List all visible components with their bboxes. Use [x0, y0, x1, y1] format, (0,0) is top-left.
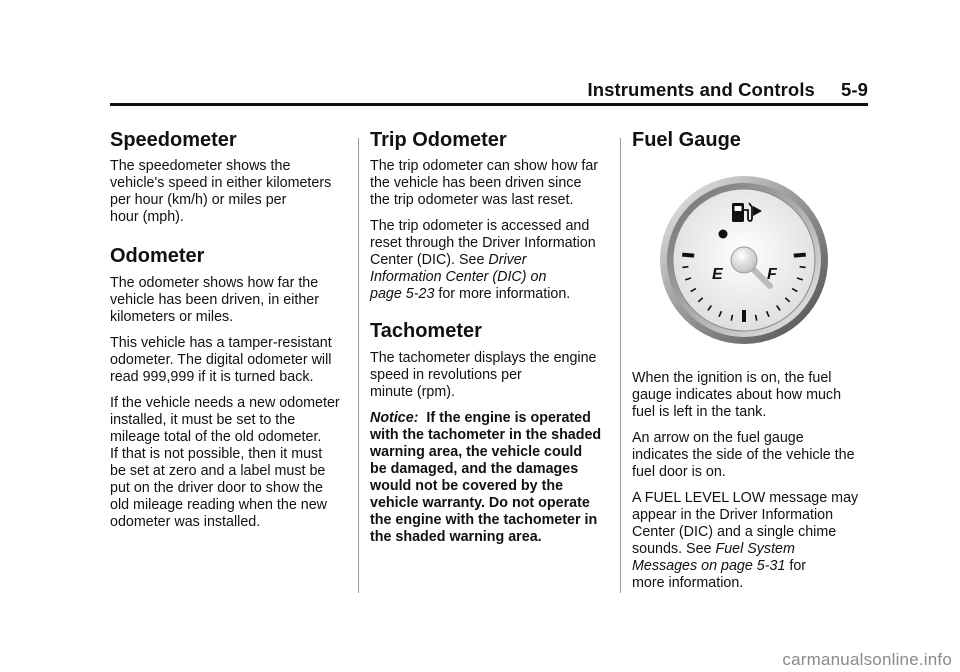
text-line: would not be covered by the [370, 478, 564, 494]
gauge-full-label: F [767, 266, 777, 283]
section-title: Instruments and Controls [587, 79, 815, 100]
text-line: appear in the Driver Information [632, 507, 834, 523]
text-line: odometer. The digital odometer will [110, 352, 332, 368]
text-line: be damaged, and the damages [370, 461, 579, 477]
text-line: kilometers or miles. [110, 309, 234, 325]
odometer-paragraph-3 [110, 395, 350, 531]
text-line: If the vehicle needs a new odometer [110, 395, 340, 411]
text-line: If the engine is operated [418, 410, 591, 426]
tachometer-notice [370, 410, 610, 546]
dic-page-reference-link[interactable]: page 5-23 [370, 286, 435, 302]
text-line: for more information. [434, 286, 571, 302]
tachometer-paragraph [370, 350, 610, 401]
dic-reference-link[interactable]: Driver [488, 252, 527, 268]
fuel-system-messages-link[interactable]: Messages on page 5-31 [632, 558, 786, 574]
text-line: If that is not possible, then it must [110, 446, 323, 462]
text-line: The trip odometer can show how far [370, 158, 599, 174]
text-line: read 999,999 if it is turned back. [110, 369, 314, 385]
text-line: indicates the side of the vehicle the [632, 447, 855, 463]
text-line: The tachometer displays the engine [370, 350, 597, 366]
trip-odometer-heading: Trip Odometer [370, 129, 507, 151]
text-line: the engine with the tachometer in [370, 512, 598, 528]
text-line: sounds. See [632, 541, 716, 557]
fuel-gauge-illustration [658, 174, 830, 346]
header-rule [110, 103, 868, 106]
low-fuel-indicator-dot [719, 230, 728, 239]
text-line: the shaded warning area. [370, 529, 542, 545]
trip-odometer-paragraph-1 [370, 158, 610, 209]
page-header [110, 76, 868, 104]
fuel-gauge-paragraph-1 [632, 370, 868, 421]
text-line: fuel is left in the tank. [632, 404, 767, 420]
text-line: speed in revolutions per [370, 367, 522, 383]
gauge-minor-tick [800, 267, 806, 268]
text-line: hour (mph). [110, 209, 184, 225]
text-line: the vehicle has been driven since [370, 175, 582, 191]
gauge-major-tick [794, 255, 806, 256]
column-divider-1 [358, 138, 359, 593]
text-line: installed, it must be set to the [110, 412, 296, 428]
odometer-heading: Odometer [110, 245, 205, 267]
gauge-major-tick [682, 255, 694, 256]
gauge-needle-hub [731, 247, 757, 273]
text-line: more information. [632, 575, 744, 591]
text-line: The trip odometer is accessed and [370, 218, 590, 234]
text-line: Center (DIC) and a single chime [632, 524, 837, 540]
text-line: put on the driver door to show the [110, 480, 323, 496]
text-line: A FUEL LEVEL LOW message may [632, 490, 859, 506]
text-line: When the ignition is on, the fuel [632, 370, 832, 386]
text-line: gauge indicates about how much [632, 387, 842, 403]
text-line: warning area, the vehicle could [370, 444, 583, 460]
text-line: odometer was installed. [110, 514, 261, 530]
dic-reference-link[interactable]: Information Center (DIC) on [370, 269, 547, 285]
text-line: fuel door is on. [632, 464, 726, 480]
text-line: The odometer shows how far the [110, 275, 319, 291]
page-number: 5-9 [840, 79, 868, 100]
notice-label: Notice: [370, 410, 419, 426]
tachometer-heading: Tachometer [370, 320, 482, 342]
column-divider-2 [620, 138, 621, 593]
text-line: vehicle has been driven, in either [110, 292, 320, 308]
text-line: The speedometer shows the [110, 158, 291, 174]
column-2 [370, 128, 610, 546]
gauge-minor-tick [682, 267, 688, 268]
text-line: reset through the Driver Information [370, 235, 596, 251]
text-line: mileage total of the old odometer. [110, 429, 322, 445]
speedometer-heading: Speedometer [110, 129, 237, 151]
text-line: for [785, 558, 807, 574]
fuel-gauge-paragraph-3 [632, 490, 868, 592]
fuel-system-messages-link[interactable]: Fuel System [715, 541, 795, 557]
text-line: An arrow on the fuel gauge [632, 430, 804, 446]
text-line: vehicle's speed in either kilometers [110, 175, 332, 191]
column-1 [110, 128, 350, 531]
footer-watermark: carmanualsonline.info [782, 650, 952, 669]
text-line: vehicle warranty. Do not operate [370, 495, 590, 511]
fuel-gauge-heading: Fuel Gauge [632, 129, 741, 151]
text-line: be set at zero and a label must be [110, 463, 326, 479]
speedometer-paragraph [110, 158, 350, 226]
text-line: This vehicle has a tamper-resistant [110, 335, 332, 351]
text-line: with the tachometer in the shaded [370, 427, 602, 443]
odometer-paragraph-2 [110, 335, 350, 386]
text-line: old mileage reading when the new [110, 497, 327, 513]
odometer-paragraph-1 [110, 275, 350, 326]
text-line: per hour (km/h) or miles per [110, 192, 287, 208]
trip-odometer-paragraph-2 [370, 218, 610, 303]
fuel-gauge-paragraph-2 [632, 430, 868, 481]
text-line: minute (rpm). [370, 384, 455, 400]
text-line: Center (DIC). See [370, 252, 489, 268]
gauge-empty-label: E [712, 266, 723, 283]
text-line: the trip odometer was last reset. [370, 192, 574, 208]
